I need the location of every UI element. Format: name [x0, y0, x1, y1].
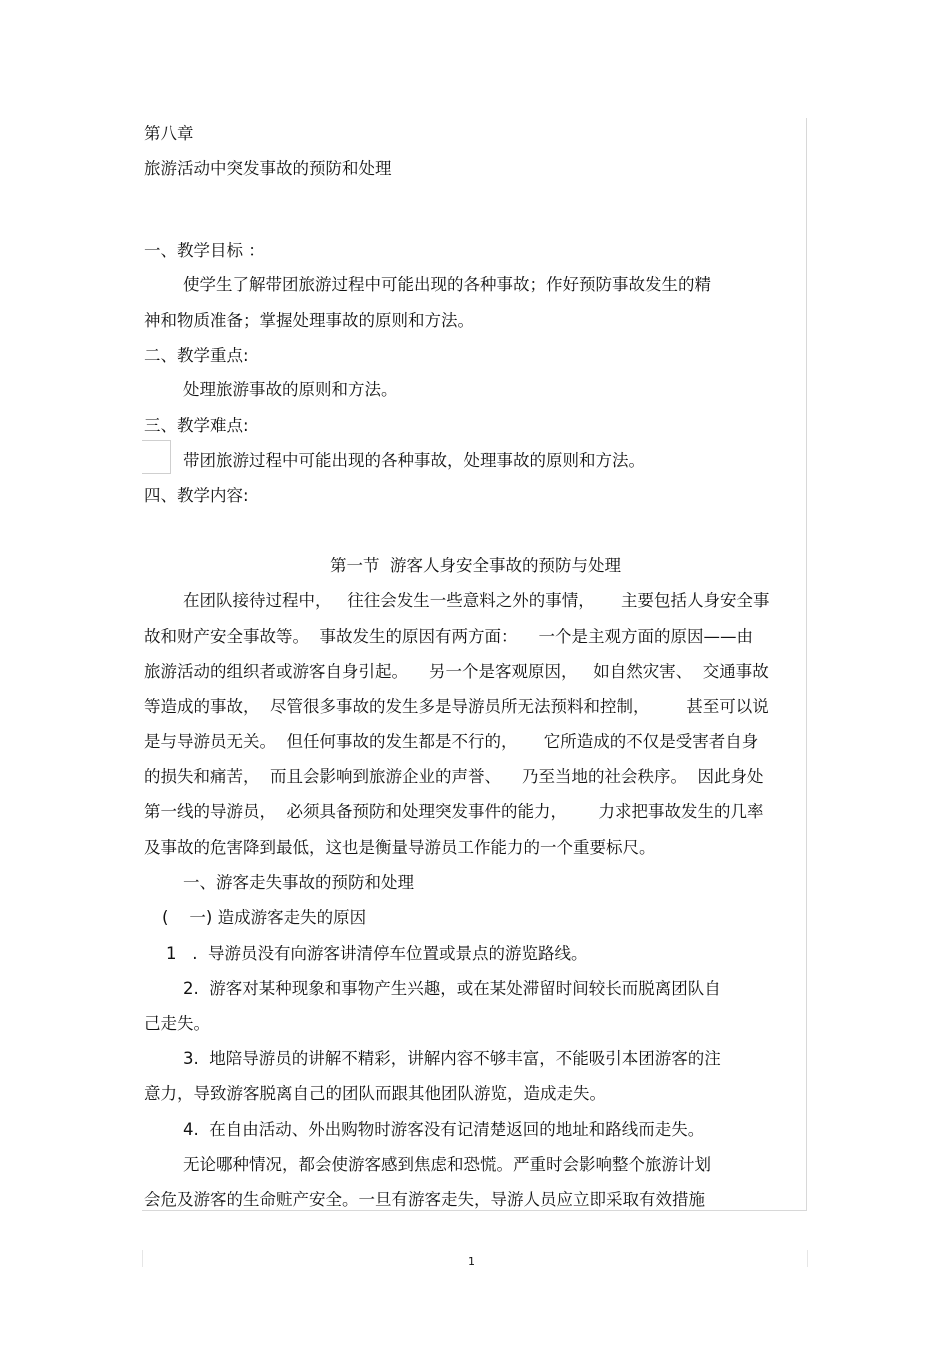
difficulty-heading: 三、教学难点: — [144, 416, 249, 435]
intro-line: 第一线的导游员， 必须具备预防和处理突发事件的能力， 力求把事故发生的几率 — [144, 802, 764, 821]
content-heading: 四、教学内容: — [144, 486, 249, 505]
section-title: 第一节 游客人身安全事故的预防与处理 — [330, 556, 621, 575]
page-number: 1 — [468, 1255, 475, 1268]
cause-item-3-cont: 意力，导致游客脱离自己的团队而跟其他团队游览，造成走失。 — [144, 1084, 606, 1103]
objectives-heading: 一、教学目标 ： — [144, 241, 265, 260]
intro-line: 故和财产安全事故等。 事故发生的原因有两方面： 一个是主观方面的原因——由 — [144, 627, 753, 646]
footer-frame — [142, 1250, 808, 1267]
cause-item-4: 4. 在自由活动、外出购物时游客没有记清楚返回的地址和路线而走失。 — [183, 1120, 705, 1139]
sub-heading-causes: ( 一) 造成游客走失的原因 — [162, 908, 367, 927]
keypoints-text: 处理旅游事故的原则和方法。 — [183, 380, 398, 399]
intro-line: 旅游活动的组织者或游客自身引起。 另一个是客观原因， 如自然灾害、 交通事故 — [144, 662, 769, 681]
cause-item-3: 3. 地陪导游员的讲解不精彩，讲解内容不够丰富，不能吸引本团游客的注 — [183, 1049, 721, 1068]
cause-item-2: 2. 游客对某种现象和事物产生兴趣，或在某处滞留时间较长而脱离团队自 — [183, 979, 721, 998]
closing-line-2: 会危及游客的生命赃产安全。一旦有游客走失，导游人员应立即采取有效措施 — [144, 1190, 705, 1209]
intro-line: 的损失和痛苦， 而且会影响到旅游企业的声誉、 乃至当地的社会秩序。 因此身处 — [144, 767, 764, 786]
intro-line: 是与导游员无关。 但任何事故的发生都是不行的， 它所造成的不仅是受害者自身 — [144, 732, 759, 751]
closing-line-1: 无论哪种情况，都会使游客感到焦虑和恐慌。严重时会影响整个旅游计划 — [183, 1155, 711, 1174]
sub-heading-lost-tourists: 一、游客走失事故的预防和处理 — [183, 873, 414, 892]
intro-line: 及事故的危害降到最低，这也是衡量导游员工作能力的一个重要标尺。 — [144, 838, 656, 857]
chapter-label: 第八章 — [144, 124, 194, 143]
objectives-line-1: 使学生了解带团旅游过程中可能出现的各种事故；作好预防事故发生的精 — [183, 275, 711, 294]
intro-line: 等造成的事故， 尽管很多事故的发生多是导游员所无法预料和控制， 甚至可以说 — [144, 697, 769, 716]
chapter-title: 旅游活动中突发事故的预防和处理 — [144, 159, 392, 178]
keypoints-heading: 二、教学重点: — [144, 346, 249, 365]
cause-item-2-cont: 己走失。 — [144, 1014, 210, 1033]
cause-item-1: 1 . 导游员没有向游客讲清停车位置或景点的游览路线。 — [166, 944, 588, 963]
objectives-line-2: 神和物质准备；掌握处理事故的原则和方法。 — [144, 311, 474, 330]
intro-line: 在团队接待过程中， 往往会发生一些意料之外的事情， 主要包括人身安全事 — [183, 591, 770, 610]
difficulty-text: 带团旅游过程中可能出现的各种事故，处理事故的原则和方法。 — [183, 451, 645, 470]
margin-box — [142, 440, 171, 474]
